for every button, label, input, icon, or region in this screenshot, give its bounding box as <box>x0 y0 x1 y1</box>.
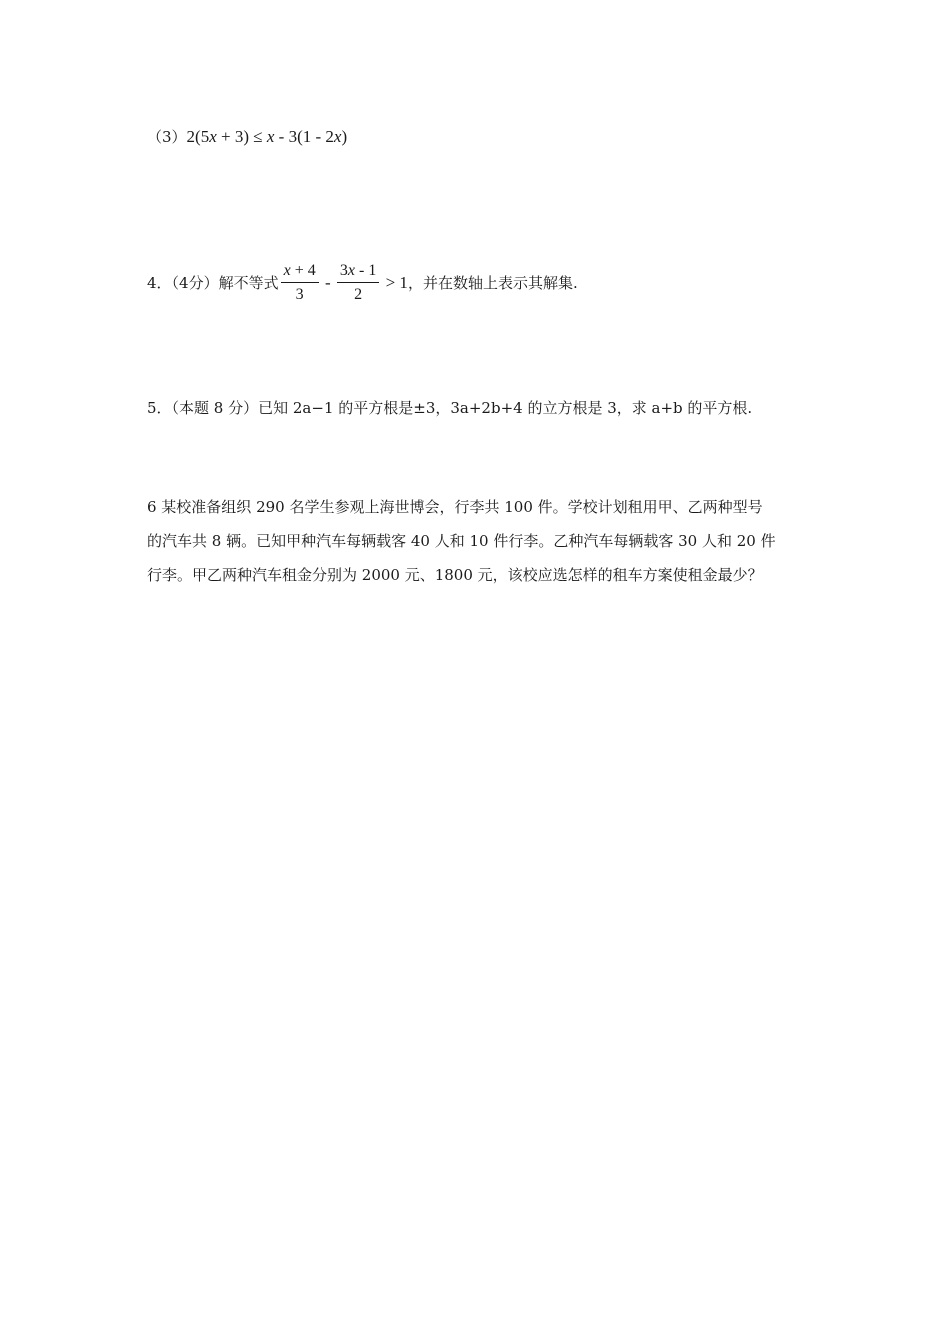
question-3 <box>147 127 347 147</box>
question-4: 4．（4分）解不等式 $\frac{x + 4}{3}$ - $\frac{3x - 1}{2}$ > 1，并在数轴上表示其解集. <box>147 262 578 303</box>
question-3-label: （3） <box>147 128 187 146</box>
question-6-line-1: 6 某校准备组织 290 名学生参观上海世博会，行李共 100 件。学校计划租用甲、乙两种型号 <box>147 498 763 516</box>
fraction-1: $\frac{x + 4}{3}$ <box>281 262 319 304</box>
fraction-2: $\frac{3x - 1}{2}$ <box>337 262 379 304</box>
question-6-line-2: 的汽车共 8 辆。已知甲种汽车每辆载客 40 人和 10 件行李。乙种汽车每辆载客 30 人和 20 件 <box>147 532 776 550</box>
question-6 <box>147 490 807 592</box>
question-6-line-3: 行李。甲乙两种汽车租金分别为 2000 元、1800 元，该校应选怎样的租车方案使租金最少？ <box>147 566 763 584</box>
question-4-label: 4．（4分）解不等式 <box>147 274 279 292</box>
question-5: 5．（本题 8 分）已知 2a−1 的平方根是±3，3a+2b+4 的立方根是 3，求 a+b 的平方根. <box>147 399 753 417</box>
question-3-inequality: 2(5x + 3) ≤ x - 3(1 - 2x) <box>186 127 348 146</box>
